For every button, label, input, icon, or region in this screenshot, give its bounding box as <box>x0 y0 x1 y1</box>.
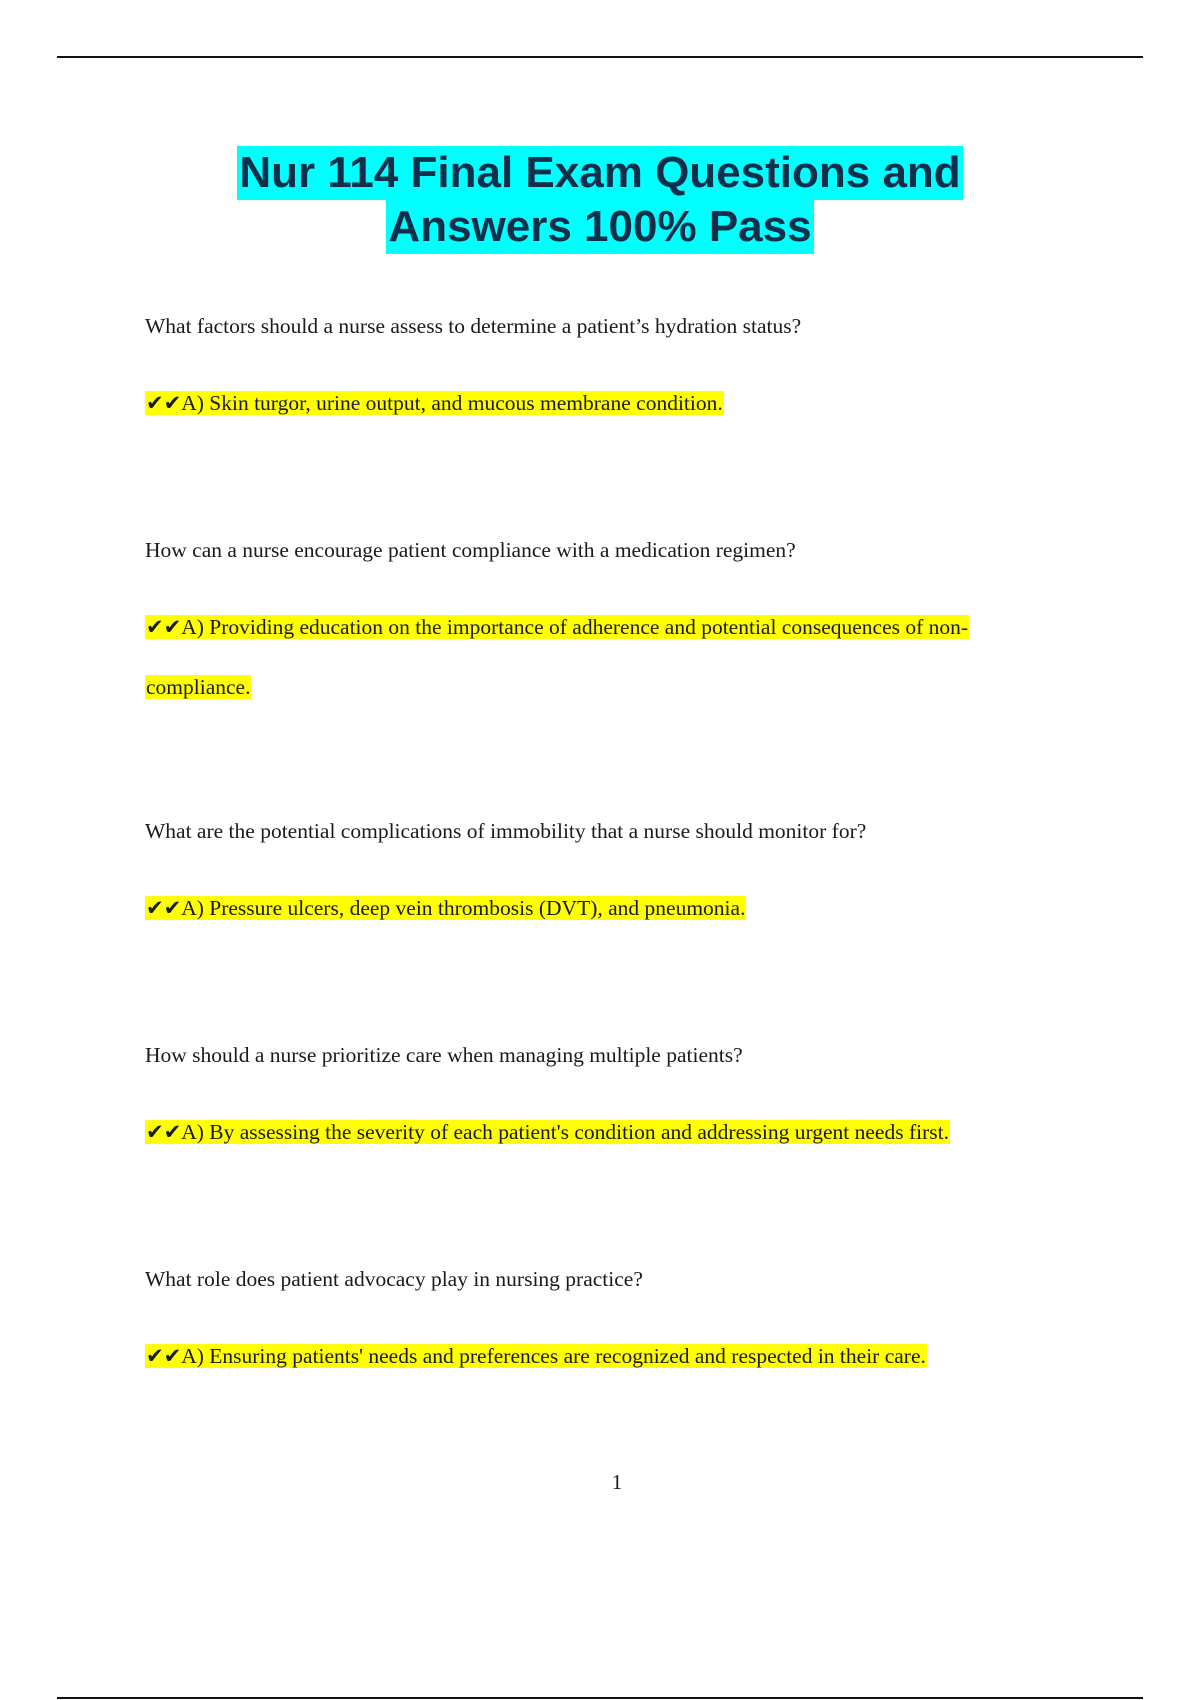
question-text: What role does patient advocacy play in nursing practice? <box>145 1267 643 1291</box>
header-rule <box>57 56 1143 58</box>
double-check-icon: ✔✔ <box>146 896 182 920</box>
answer-text: ✔✔A) Ensuring patients' needs and preferences are recognized and respected in their care. <box>146 1344 926 1368</box>
qa-item <box>145 535 1085 699</box>
qa-item <box>145 1040 1085 1144</box>
qa-item <box>145 1264 1085 1368</box>
title-line-1: Nur 114 Final Exam Questions and <box>237 146 962 200</box>
double-check-icon: ✔✔ <box>146 391 182 415</box>
answer-text: ✔✔A) By assessing the severity of each patient's condition and addressing urgent needs first. <box>146 1120 949 1144</box>
answer-text: ✔✔A) Skin turgor, urine output, and mucous membrane condition. <box>146 391 723 415</box>
document-title <box>0 146 1200 254</box>
title-line-2: Answers 100% Pass <box>386 200 813 254</box>
double-check-icon: ✔✔ <box>146 615 182 639</box>
question-text: How should a nurse prioritize care when managing multiple patients? <box>145 1043 743 1067</box>
footer-rule <box>57 1697 1143 1699</box>
page-number: 1 <box>611 1470 623 1494</box>
qa-item <box>145 816 1085 920</box>
answer-text: ✔✔A) Providing education on the importance of adherence and potential consequences of non- compliance. <box>146 615 969 699</box>
answer-continuation: compliance. <box>146 675 251 699</box>
double-check-icon: ✔✔ <box>146 1120 182 1144</box>
question-text: What factors should a nurse assess to determine a patient’s hydration status? <box>145 314 802 338</box>
answer-text: ✔✔A) Pressure ulcers, deep vein thrombosis (DVT), and pneumonia. <box>146 896 746 920</box>
question-text: How can a nurse encourage patient compliance with a medication regimen? <box>145 538 796 562</box>
qa-item <box>145 311 1085 415</box>
question-text: What are the potential complications of immobility that a nurse should monitor for? <box>145 819 867 843</box>
double-check-icon: ✔✔ <box>146 1344 182 1368</box>
